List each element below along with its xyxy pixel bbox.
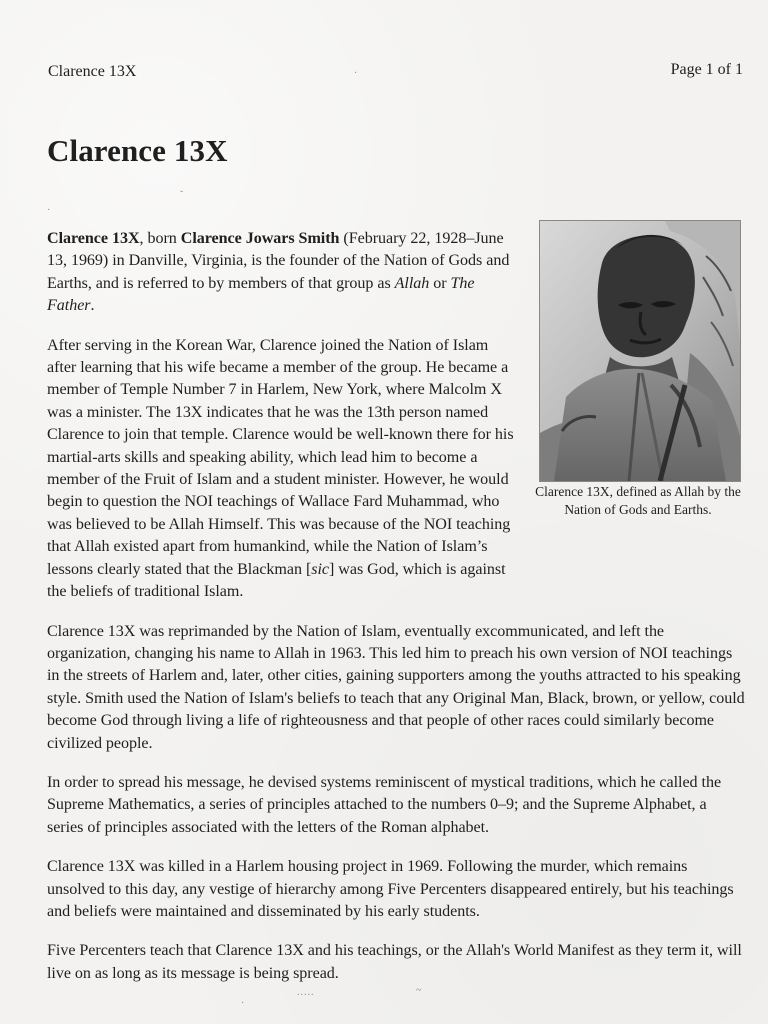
scan-mark-dash: ˘ [180, 190, 184, 201]
paragraph-5: Clarence 13X was killed in a Harlem housing project in 1969. Following the murder, which remains unsolved to this day, any vestige of hierarchy among Five Percenters disappeared entirely, but his teachings and beliefs were maintained and disseminated by his early students. [47, 858, 734, 920]
father-term: The Father [47, 274, 475, 315]
allah-term: Allah [394, 274, 430, 292]
scan-mark-dots: ..... [297, 987, 315, 998]
scan-mark-dot: · [354, 68, 358, 79]
scan-mark-speck: · [47, 205, 51, 216]
birth-name: Clarence Jowars Smith [180, 230, 340, 247]
paragraph-6: Five Percenters teach that Clarence 13X and his teachings, or the Allah's World Manifest as they term it, will live on as long as its message is being spread. [47, 942, 742, 982]
paragraph-4: In order to spread his message, he devised systems reminiscent of mystical traditions, which he called the Supreme Mathematics, a series of principles attached to the numbers 0–9; and the Supreme Alphabet, a series of principles associated with the letters of the Roman alphabet. [47, 773, 722, 836]
intro-text: (February 22, 1928–June 13, 1969) in Danville, Virginia, is the founder of the Nation of Gods and Earths, and is referred to by members of that group as [47, 230, 510, 292]
paragraph-2-text: After serving in the Korean War, Clarence joined the Nation of Islam after learning that his wife became a member of the group. He became a member of Temple Number 7 in Harlem, New York, where Malcolm X was a minister. The 13X indicates that he was the 13th person named Clarence to join that temple. Clarence would be well-known there for his martial-arts skills and speaking ability, which lead him to become a member of the Fruit of Islam and a student minister. However, he would begin to question the NOI teachings of Wallace Fard Muhammad, who was believed to be Allah Himself. This was because of the NOI teaching that Allah existed apart from humankind, while the Nation of Islam’s lessons clearly stated that the Blackman [ [47, 336, 514, 578]
subject-name: Clarence 13X [47, 230, 140, 247]
paragraph-1-end: . [90, 297, 95, 315]
paragraph-3: Clarence 13X was reprimanded by the Nation of Islam, eventually excommunicated, and left the organization, changing his name to Allah in 1963. This led him to preach his own version of NOI teachings in the streets of Harlem and, later, other cities, gaining supporters among the youths attracted to his speaking style. Smith used the Nation of Islam's beliefs to teach that any Original Man, Black, brown, or yellow, could become God through living a life of righteousness and that people of other races could similarly become civilized people. [47, 622, 745, 752]
page-title: Clarence 13X [47, 133, 228, 168]
photo-caption: Clarence 13X, defined as Allah by the Nation of Gods and Earths. [535, 484, 741, 517]
paragraph-2-end: ] was God, which is against the beliefs of traditional Islam. [47, 560, 506, 601]
scan-mark-tiny: · [241, 998, 245, 1009]
born-prefix: , born [139, 230, 181, 247]
scan-mark-squiggle: ~ [416, 985, 422, 996]
sic-term: sic [311, 560, 329, 578]
or-text: or [429, 274, 451, 292]
paragraph-2 [47, 335, 517, 604]
paragraph-1 [47, 228, 517, 318]
header-title: Clarence 13X [48, 63, 137, 80]
article-body [47, 228, 745, 1002]
page-number: Page 1 of 1 [670, 61, 743, 78]
